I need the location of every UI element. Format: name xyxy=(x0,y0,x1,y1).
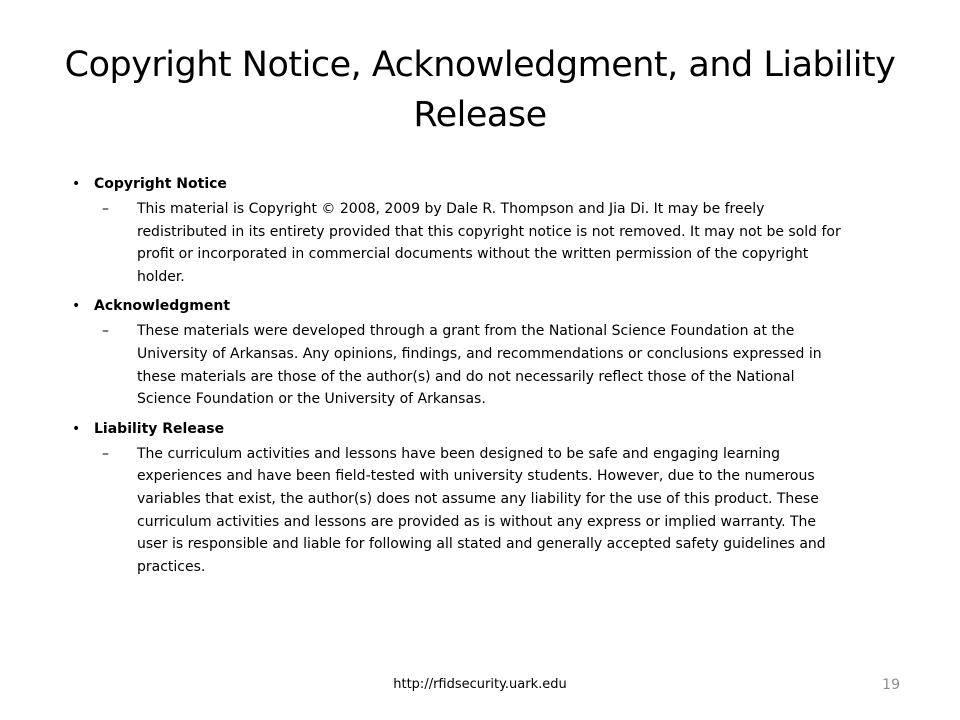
section-heading xyxy=(72,419,912,439)
slide-content xyxy=(72,174,912,586)
copyright-notice-text: This material is Copyright © 2008, 2009 by Dale R. Thompson and Jia Di. It may be freely redistributed in its entirety provided that this copyright notice is not removed. It may not be sold for profit or incorporated in commercial documents without the written permission of the copyright holder. xyxy=(137,201,841,285)
sub-bullet xyxy=(102,443,912,579)
dash-marker: – xyxy=(102,201,109,217)
bullet-marker: • xyxy=(72,298,81,315)
bullet-marker: • xyxy=(72,420,81,437)
sub-bullet xyxy=(102,320,912,410)
section-liability-release xyxy=(72,419,912,579)
section-acknowledgment xyxy=(72,296,912,410)
dash-marker: – xyxy=(102,445,109,462)
acknowledgment-heading: Acknowledgment xyxy=(94,298,231,315)
bullet-marker: • xyxy=(72,176,81,192)
acknowledgment-text: These materials were developed through a grant from the National Science Foundation at the University of Arkansas. Any opinions, findings, and recommendations or conclusions expressed in these materials are those of the author(s) and do not necessarily reflect those of the National Science Foundation or the University of Arkansas. xyxy=(137,323,822,408)
liability-release-heading: Liability Release xyxy=(94,420,225,437)
footer-url: http://rfidsecurity.uark.edu xyxy=(393,677,567,692)
section-copyright-notice xyxy=(72,174,912,288)
copyright-notice-heading: Copyright Notice xyxy=(94,176,227,192)
slide-title: Copyright Notice, Acknowledgment, and Liability Release xyxy=(64,45,896,135)
dash-marker: – xyxy=(102,323,109,340)
section-heading xyxy=(72,174,912,194)
section-heading xyxy=(72,296,912,316)
liability-release-text: The curriculum activities and lessons have been designed to be safe and engaging learning experiences and have been field-tested with university students. However, due to the numerous variables that exist, the author(s) does not assume any liability for the use of this product. These curriculum activities and lessons are provided as is without any express or implied warranty. The user is responsible and liable for following all stated and generally accepted safety guidelines and practices. xyxy=(137,445,826,575)
page-number: 19 xyxy=(882,677,900,693)
sub-bullet xyxy=(102,198,912,288)
